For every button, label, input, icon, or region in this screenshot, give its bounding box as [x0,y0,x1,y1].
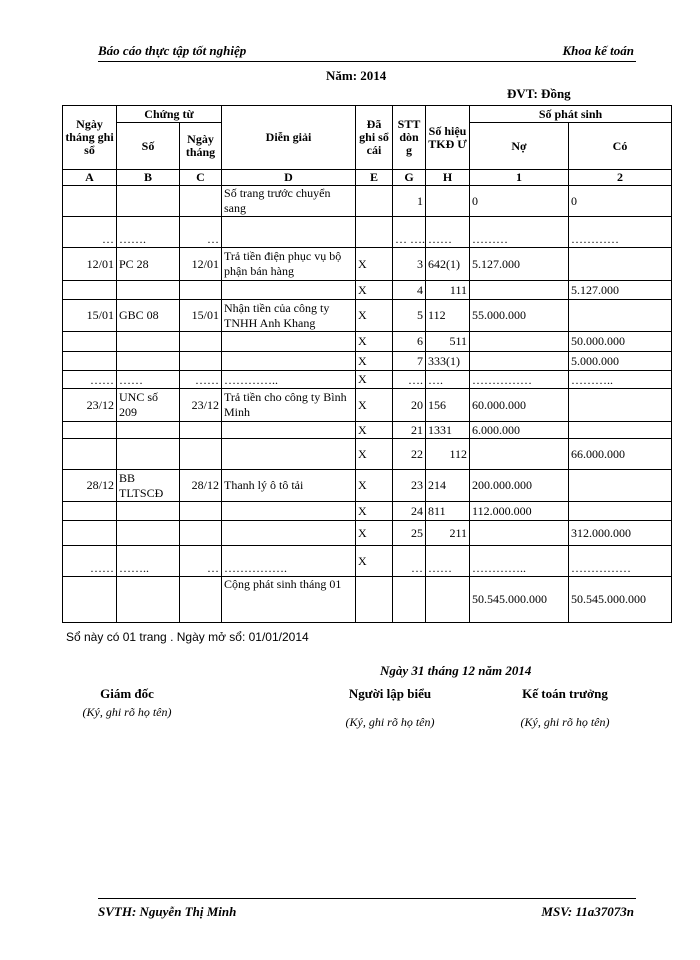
row-so-chung-tu [117,439,180,470]
year-label: Năm: 2014 [326,68,387,83]
row-dien-giai: Cộng phát sinh tháng 01 [222,577,356,623]
row-ngay-chung-tu: 28/12 [180,470,222,502]
row-stt: 21 [393,422,426,439]
row-dien-giai: Số trang trước chuyển sang [222,186,356,217]
journal-ledger-table [62,105,672,623]
row-no: 0 [470,186,569,217]
row-co [569,470,672,502]
row-co [569,422,672,439]
row-ngay: …… [63,371,117,389]
row-so-chung-tu: …….. [117,546,180,577]
row-no [470,352,569,371]
row-no [470,439,569,470]
col-co: Có [569,123,672,170]
letter-h: H [426,170,470,186]
row-ngay-chung-tu [180,422,222,439]
row-so-hieu-tk: 112 [426,439,470,470]
row-da-ghi: X [356,439,393,470]
sig-ke-toan-title: Kế toán trưởng [522,686,608,701]
row-so-hieu-tk: …… [426,217,470,248]
row-da-ghi: X [356,546,393,577]
row-da-ghi: X [356,281,393,300]
table-row [63,352,672,371]
row-ngay-chung-tu [180,521,222,546]
row-da-ghi [356,217,393,248]
row-ngay-chung-tu: … [180,217,222,248]
footer-rule [98,898,636,899]
row-so-hieu-tk: 333(1) [426,352,470,371]
header-rule [98,61,636,62]
row-stt: 25 [393,521,426,546]
row-ngay-chung-tu [180,439,222,470]
row-no: 50.545.000.000 [470,577,569,623]
row-dien-giai [222,332,356,352]
table-row [63,546,672,577]
row-ngay-chung-tu: … [180,546,222,577]
row-so-hieu-tk: 642(1) [426,248,470,281]
row-ngay [63,352,117,371]
date-line: Ngày 31 tháng 12 năm 2014 [380,663,532,678]
row-co: 50.000.000 [569,332,672,352]
row-ngay [63,521,117,546]
row-dien-giai: Trả tiền điện phục vụ bộ phận bán hàng [222,248,356,281]
signature-ke-toan [495,686,635,730]
table-row [63,577,672,623]
col-no: Nợ [470,123,569,170]
row-ngay-chung-tu: …… [180,371,222,389]
row-da-ghi [356,577,393,623]
table-row [63,521,672,546]
signature-giam-doc [82,686,172,719]
sig-giam-doc-note: (Ký, ghi rõ họ tên) [82,705,172,719]
row-ngay [63,281,117,300]
row-so-hieu-tk: 112 [426,300,470,332]
page-footer-left: SVTH: Nguyễn Thị Minh [98,904,237,919]
row-stt: 3 [393,248,426,281]
row-ngay: … [63,217,117,248]
row-ngay [63,439,117,470]
row-da-ghi: X [356,352,393,371]
row-ngay-chung-tu: 12/01 [180,248,222,281]
row-so-chung-tu [117,281,180,300]
letter-e: E [356,170,393,186]
table-row [63,281,672,300]
sig-nguoi-lap-note: (Ký, ghi rõ họ tên) [345,715,435,729]
row-ngay [63,422,117,439]
row-so-hieu-tk: 156 [426,389,470,422]
row-no: …………… [470,371,569,389]
row-da-ghi [356,186,393,217]
row-da-ghi: X [356,470,393,502]
row-so-chung-tu: PC 28 [117,248,180,281]
row-stt: … [393,546,426,577]
row-stt: 7 [393,352,426,371]
row-co [569,248,672,281]
row-ngay: 28/12 [63,470,117,502]
row-stt: 4 [393,281,426,300]
row-da-ghi: X [356,521,393,546]
row-dien-giai: Trả tiền cho công ty Bình Minh [222,389,356,422]
row-co: 50.545.000.000 [569,577,672,623]
row-no: 55.000.000 [470,300,569,332]
row-co: 5.000.000 [569,352,672,371]
row-dien-giai [222,422,356,439]
row-no [470,521,569,546]
row-stt: 23 [393,470,426,502]
col-so: Số [117,123,180,170]
row-dien-giai [222,352,356,371]
row-co: 0 [569,186,672,217]
report-header-right: Khoa kế toán [562,43,634,58]
row-da-ghi: X [356,422,393,439]
row-so-chung-tu [117,577,180,623]
row-ngay-chung-tu [180,186,222,217]
row-co [569,300,672,332]
table-row [63,422,672,439]
row-da-ghi: X [356,371,393,389]
row-so-hieu-tk: …. [426,371,470,389]
row-so-hieu-tk: 511 [426,332,470,352]
row-so-chung-tu [117,332,180,352]
row-so-chung-tu: …… [117,371,180,389]
row-so-hieu-tk: 211 [426,521,470,546]
row-co [569,502,672,521]
row-da-ghi: X [356,300,393,332]
letter-2: 2 [569,170,672,186]
sig-ke-toan-note: (Ký, ghi rõ họ tên) [520,715,610,729]
row-co: 66.000.000 [569,439,672,470]
row-no: 6.000.000 [470,422,569,439]
row-so-chung-tu: BB TLTSCĐ [117,470,180,502]
page-footer-right: MSV: 11a37073n [541,904,634,919]
table-row [63,248,672,281]
row-ngay-chung-tu: 15/01 [180,300,222,332]
row-dien-giai: Nhận tiền của công ty TNHH Anh Khang [222,300,356,332]
row-co: 312.000.000 [569,521,672,546]
row-no: ……… [470,217,569,248]
row-dien-giai: ………….. [222,371,356,389]
row-co: ………… [569,217,672,248]
letter-c: C [180,170,222,186]
table-row [63,371,672,389]
table-row [63,186,672,217]
unit-label: ĐVT: Đồng [507,86,571,101]
row-ngay [63,502,117,521]
row-ngay: 15/01 [63,300,117,332]
row-dien-giai [222,521,356,546]
row-stt: 6 [393,332,426,352]
row-ngay: …… [63,546,117,577]
row-dien-giai [222,217,356,248]
row-ngay: 23/12 [63,389,117,422]
row-so-hieu-tk: 811 [426,502,470,521]
row-co [569,389,672,422]
row-so-hieu-tk: 214 [426,470,470,502]
sig-giam-doc-title: Giám đốc [100,686,154,701]
row-da-ghi: X [356,389,393,422]
table-row [63,217,672,248]
row-so-chung-tu [117,352,180,371]
row-ngay-chung-tu [180,352,222,371]
row-ngay-chung-tu [180,332,222,352]
letter-d: D [222,170,356,186]
row-no [470,281,569,300]
row-stt: 22 [393,439,426,470]
row-no [470,332,569,352]
ledger-body [63,186,672,623]
row-dien-giai [222,502,356,521]
row-stt: 24 [393,502,426,521]
row-so-hieu-tk: 111 [426,281,470,300]
col-dien-giai: Diễn giải [222,106,356,170]
col-so-hieu-tk: Số hiệu TKĐ Ư [426,106,470,170]
row-ngay-chung-tu: 23/12 [180,389,222,422]
letter-g: G [393,170,426,186]
row-stt: …. [393,371,426,389]
table-row [63,502,672,521]
footer-note: Sổ này có 01 trang . Ngày mở sổ: 01/01/2014 [66,630,309,644]
row-dien-giai: ……………. [222,546,356,577]
row-dien-giai: Thanh lý ô tô tải [222,470,356,502]
row-da-ghi: X [356,502,393,521]
row-so-hieu-tk: 1331 [426,422,470,439]
table-row [63,439,672,470]
col-da-ghi-so-cai: Đã ghi sổ cái [356,106,393,170]
row-da-ghi: X [356,248,393,281]
sig-nguoi-lap-title: Người lập biểu [348,686,432,701]
col-so-phat-sinh: Số phát sinh [470,106,672,123]
row-so-chung-tu: UNC số 209 [117,389,180,422]
row-co: …………… [569,546,672,577]
row-ngay [63,332,117,352]
row-da-ghi: X [356,332,393,352]
letter-a: A [63,170,117,186]
row-co: ……….. [569,371,672,389]
row-so-chung-tu: GBC 08 [117,300,180,332]
row-stt: 20 [393,389,426,422]
col-chung-tu: Chứng từ [117,106,222,123]
table-row [63,332,672,352]
row-dien-giai [222,439,356,470]
row-co: 5.127.000 [569,281,672,300]
letter-1: 1 [470,170,569,186]
row-so-chung-tu [117,502,180,521]
row-no: 200.000.000 [470,470,569,502]
table-row [63,389,672,422]
row-so-hieu-tk [426,577,470,623]
row-ngay [63,577,117,623]
report-header-left: Báo cáo thực tập tốt nghiệp [98,43,247,58]
row-so-chung-tu: ……. [117,217,180,248]
row-dien-giai [222,281,356,300]
row-so-chung-tu [117,521,180,546]
col-ngay-thang: Ngày tháng [180,123,222,170]
row-no: 60.000.000 [470,389,569,422]
row-ngay-chung-tu [180,281,222,300]
row-stt [393,577,426,623]
row-stt: 1 [393,186,426,217]
row-ngay: 12/01 [63,248,117,281]
row-so-hieu-tk [426,186,470,217]
row-ngay-chung-tu [180,502,222,521]
signature-nguoi-lap [320,686,460,730]
row-so-chung-tu [117,186,180,217]
row-no: 5.127.000 [470,248,569,281]
row-stt: 5 [393,300,426,332]
row-ngay-chung-tu [180,577,222,623]
row-no: ………….. [470,546,569,577]
table-row [63,470,672,502]
row-so-chung-tu [117,422,180,439]
row-no: 112.000.000 [470,502,569,521]
row-ngay [63,186,117,217]
table-row [63,300,672,332]
row-so-hieu-tk: …… [426,546,470,577]
col-ngay-ghi-so: Ngày tháng ghi sổ [63,106,117,170]
row-stt: … …. [393,217,426,248]
letter-b: B [117,170,180,186]
col-stt-dong: STT dòn g [393,106,426,170]
